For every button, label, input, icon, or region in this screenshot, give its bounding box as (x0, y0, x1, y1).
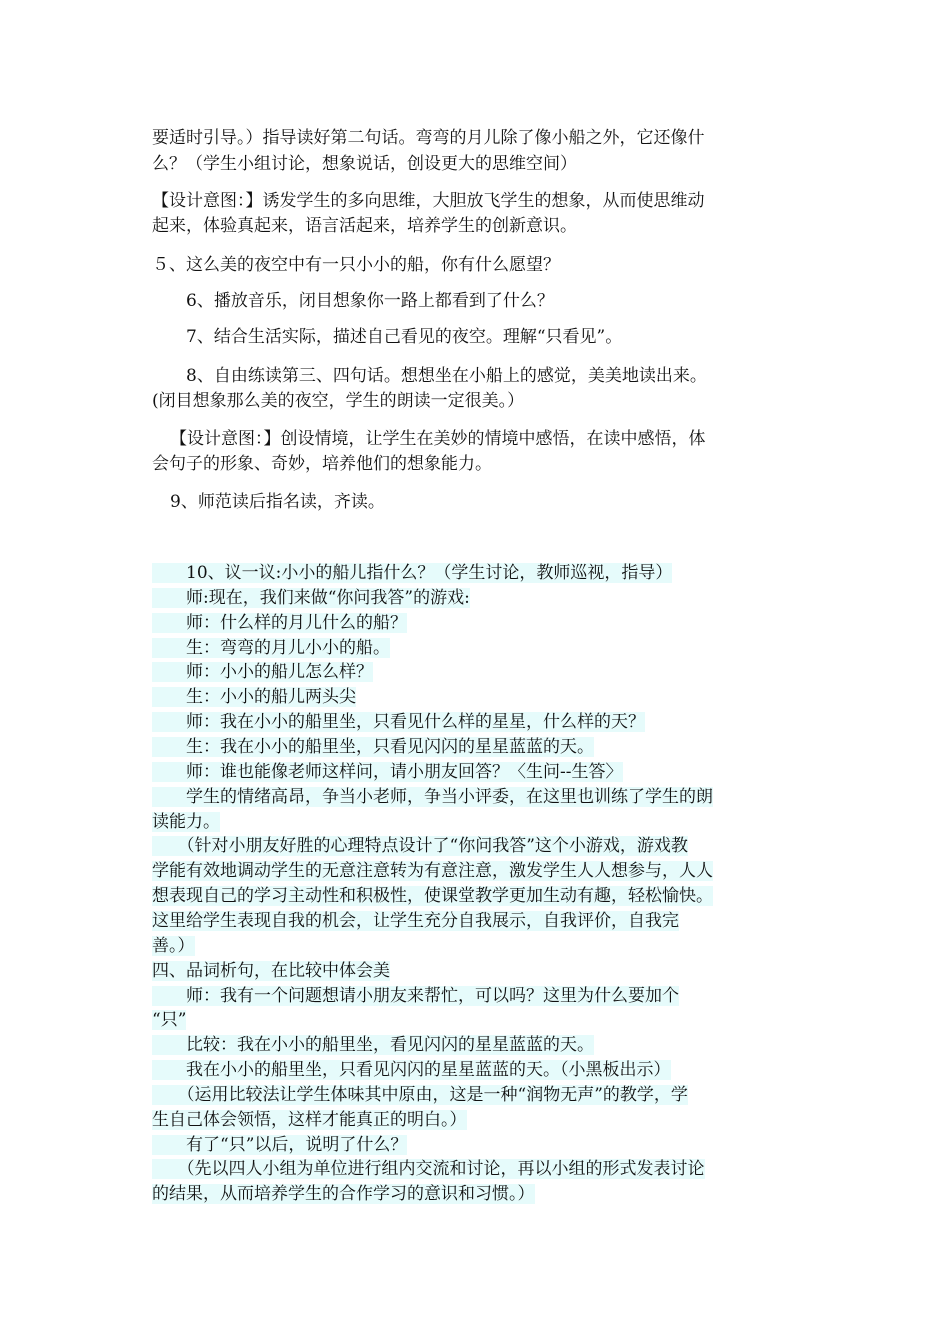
dialogue-line (152, 586, 792, 610)
dialogue-line (152, 810, 792, 834)
highlighted-text: 师：谁也能像老师这样问，请小朋友回答？〈生问--生答〉 (152, 761, 623, 782)
dialogue-line (152, 660, 792, 684)
highlighted-text: 师：小小的船儿怎么样？ (152, 662, 373, 683)
dialogue-line (152, 909, 792, 933)
dialogue-line (152, 636, 792, 660)
dialogue-line (152, 710, 792, 734)
highlighted-text: 师：我在小小的船里坐，只看见什么样的星星，什么样的天？ (152, 712, 645, 733)
step-8-note: (闭目想象那么美的夜空，学生的朗读一定很美。） (152, 391, 525, 411)
highlighted-text: 比较：我在小小的船里坐，看见闪闪的星星蓝蓝的天。 (152, 1035, 594, 1056)
design-intent-line: 起来，体验真起来，语言活起来，培养学生的创新意识。 (152, 216, 577, 236)
highlighted-text: （运用比较法让学生体味其中原由，这是一种“润物无声”的教学，学 (152, 1084, 688, 1105)
highlighted-text: 10、议一议:小小的船儿指什么？（学生讨论，教师巡视，指导） (152, 563, 673, 583)
step-9: 9、师范读后指名读，齐读。 (170, 492, 385, 512)
dialogue-line (152, 685, 792, 709)
dialogue-line (152, 1157, 792, 1181)
dialogue-line (152, 1058, 792, 1082)
highlighted-text: 想表现自己的学习主动性和积极性，使课堂教学更加生动有趣，轻松愉快。 (152, 886, 713, 906)
dialogue-line (152, 984, 792, 1008)
highlighted-text: 生：弯弯的月儿小小的船。 (152, 637, 390, 658)
dialogue-line (152, 735, 792, 759)
design-intent-line: 【设计意图：】创设情境，让学生在美妙的情境中感悟，在读中感悟，体 (170, 429, 706, 449)
paragraph-line: 么？（学生小组讨论，想象说话，创设更大的思维空间） (152, 154, 577, 174)
paragraph-line: 要适时引导。）指导读好第二句话。弯弯的月儿除了像小船之外，它还像什 (152, 128, 705, 148)
design-intent-line: 会句子的形象、奇妙，培养他们的想象能力。 (152, 454, 492, 474)
highlighted-text: 有了“只”以后，说明了什么？ (152, 1134, 408, 1155)
highlighted-text: 师：我有一个问题想请小朋友来帮忙，可以吗？这里为什么要加个 (152, 985, 679, 1006)
highlighted-text: 师：什么样的月儿什么的船？ (152, 612, 407, 633)
highlighted-text: 师:现在，我们来做“你问我答”的游戏: (152, 587, 470, 608)
highlighted-text: 生：我在小小的船里坐，只看见闪闪的星星蓝蓝的天。 (152, 737, 594, 757)
dialogue-line (152, 1083, 792, 1107)
dialogue-line (152, 934, 792, 958)
dialogue-line (152, 785, 792, 809)
highlighted-text: 学能有效地调动学生的无意注意转为有意注意，激发学生人人想参与，人人 (152, 861, 713, 882)
dialogue-line (152, 1108, 792, 1132)
highlighted-text: 四、品词析句，在比较中体会美 (152, 960, 390, 981)
step-5: ５、这么美的夜空中有一只小小的船，你有什么愿望？ (152, 255, 560, 275)
dialogue-line (152, 561, 792, 585)
step-8: 8、自由练读第三、四句话。想想坐在小船上的感觉，美美地读出来。 (186, 366, 707, 386)
design-intent-line: 【设计意图：】诱发学生的多向思维，大胆放飞学生的想象，从而使思维动 (152, 191, 705, 211)
highlighted-text: 读能力。 (152, 811, 220, 832)
highlighted-text: “只” (152, 1010, 187, 1031)
highlighted-text: 我在小小的船里坐，只看见闪闪的星星蓝蓝的天。（小黑板出示） (152, 1060, 671, 1080)
dialogue-line (152, 1133, 792, 1157)
dialogue-line (152, 884, 792, 908)
dialogue-line (152, 859, 792, 883)
step-7: 7、结合生活实际，描述自己看见的夜空。理解“只看见”。 (186, 327, 623, 347)
highlighted-text: 善。） (152, 935, 195, 956)
dialogue-line (152, 1182, 792, 1206)
highlighted-text: （针对小朋友好胜的心理特点设计了“你问我答”这个小游戏，游戏教 (152, 836, 688, 857)
highlighted-text: 这里给学生表现自我的机会，让学生充分自我展示，自我评价，自我完 (152, 910, 679, 931)
dialogue-line (152, 760, 792, 784)
dialogue-line (152, 1008, 792, 1032)
step-6: 6、播放音乐，闭目想象你一路上都看到了什么？ (186, 291, 554, 311)
highlighted-text: （先以四人小组为单位进行组内交流和讨论，再以小组的形式发表讨论 (152, 1159, 705, 1180)
highlighted-text: 学生的情绪高昂，争当小老师，争当小评委，在这里也训练了学生的朗 (152, 786, 713, 807)
dialogue-line (152, 959, 792, 983)
dialogue-line (152, 834, 792, 858)
dialogue-line (152, 611, 792, 635)
highlighted-text: 生：小小的船儿两头尖 (152, 687, 356, 708)
highlighted-text: 的结果，从而培养学生的合作学习的意识和习惯。） (152, 1184, 535, 1205)
dialogue-line (152, 1033, 792, 1057)
highlighted-text: 生自己体会领悟，这样才能真正的明白。） (152, 1109, 467, 1130)
